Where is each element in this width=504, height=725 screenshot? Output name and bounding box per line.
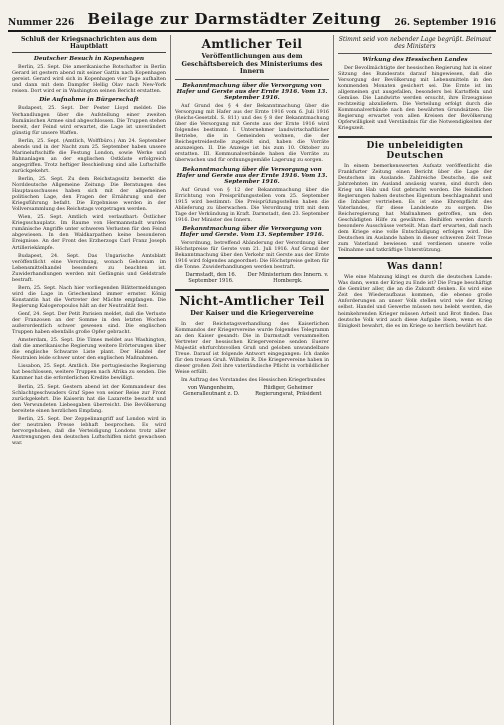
nonofficial-section-subtitle: Der Kaiser und die Kriegervereine xyxy=(190,308,314,317)
signature-right: Rüdiger, Geheimer Regierungsrat, Präsident xyxy=(255,385,322,398)
war-news-header: Schluß der Kriegsnachrichten aus dem Hauptblatt xyxy=(12,36,166,53)
divider xyxy=(338,257,492,259)
article-text: Budapest, 25. Sept. Der Pester Lloyd meldet: Die Verhandlungen über die Aufstellung einer zweiten Rumänischen Armee sind abgeschlossen. Die Truppen stehen bereit, der Feind wird erwartet, die Lage ist unverändert günstig für unsere Waffen. xyxy=(12,105,166,136)
article-text: Berlin, 25. Sept. Gestern abend ist der Kommandeur des Schlachtgeschwaders Graf Spee von seiner Reise zur Front zurückgekehrt. Die Kaiserin hat die Lazarette besucht und den Verwundeten Liebesgaben überreicht. Die Bevölkerung bereitete einen herzlichen Empfang. xyxy=(12,383,166,414)
article-text: Berlin, 25. Sept. Die amerikanische Botschafter in Berlin Gerard ist gestern abend mit seiner Gattin nach Kopenhagen gereist. Gerard wird sich in Kopenhagen vier Tage aufhalten und dann mit dem Dampfer Hellig Olav nach New-York reisen. Dort wird er in Washington seinen Bericht erstatten. xyxy=(12,64,166,95)
article-text: Verordnung, betreffend Abänderung der Verordnung über Höchstpreise für Gerste vom 21. Juli 1916. Auf Grund der Bekanntmachung über den Verkehr mit Gerste aus der Ernte 1916 wird folgendes angeordnet: Die Höchstpreise gelten für die Tonne. Zuwiderhandlungen werden bestraft. xyxy=(175,239,329,270)
article-text: Auf Grund von § 12 der Bekanntmachung über die Errichtung von Preisprüfungsstellen vom 25. September 1915 wird bestimmt: Die Preisprüfungsstellen haben die Ablieferung zu überwachen. Die Verordnung tritt mit dem Tage der Verkündung in Kraft. Darmstadt, den 23. September 1916. Der Minister des Innern. xyxy=(175,186,329,223)
official-items xyxy=(175,83,329,270)
article-heading: Deutscher Besuch in Kopenhagen xyxy=(33,56,145,63)
divider xyxy=(338,53,492,54)
column-war-news xyxy=(8,35,171,725)
war-news-items xyxy=(12,56,166,446)
divider xyxy=(175,79,329,80)
feature-section2-text: Wie eine Mahnung klingt es durch die deutschen Lande: Was dann, wenn der Krieg zu Ende ist? Die Frage beschäftigt die Gemüter aller, die an die Zukunft denken. Es wird eine Zeit des Wiederaufbaus kommen, die ebenso große Anforderungen an unser Volk stellen wird wie der Krieg selbst. Handel und Gewerbe müssen neu belebt werden, die heimkehrenden Krieger müssen Arbeit und Brot finden. Das deutsche Volk wird auch diese Aufgabe lösen, wenn es die Einigkeit bewahrt, die es im Kriege so herrlich bewährt hat. xyxy=(338,274,492,329)
article-text: Lissabon, 25. Sept. Amtlich. Die portugiesische Regierung hat beschlossen, weitere Truppen nach Afrika zu senden. Die Kammer hat die erforderlichen Kredite bewilligt. xyxy=(12,363,166,382)
signature-authority: Der Ministerium des Innern. v. Hombergk. xyxy=(247,272,329,285)
columns xyxy=(8,35,496,725)
signature-place-date: Darmstadt, den 16. September 1916. xyxy=(185,272,237,285)
article-heading: Bekanntmachung über die Versorgung von Hafer und Gerste aus der Ernte 1916. Vom 13. September 1916. xyxy=(176,166,328,185)
issue-date: 26. September 1916 xyxy=(394,18,496,28)
article-heading: Bekanntmachung über die Versorgung von Hafer und Gerste aus der Ernte 1916. Vom 13. September 1916. xyxy=(176,83,328,102)
article-text: Berlin, 25. Sept. Zu dem Reichstagssitz bemerkt die Norddeutsche Allgemeine Zeitung: Die Beratungen des Hauptausschusses haben sich mit der allgemeinen politischen Lage, den Fragen der Ernährung und der Kriegsführung befaßt. Die Ergebnisse werden in der Vollversammlung des Reichstags vorgetragen werden. xyxy=(12,176,166,213)
article-text: Berlin, 25. Sept. Der Zeppelinangriff auf London wird in der neutralen Presse lebhaft besprochen. Es wird hervorgehoben, daß die Verteidigung Londons trotz aller Anstrengungen den deutschen Luftschiffen nicht gewachsen war. xyxy=(12,415,166,446)
article-text: Genf, 24. Sept. Der Petit Parisien meldet, daß die Verluste der Franzosen an der Somme in den letzten Wochen außerordentlich schwer gewesen sind. Die englischen Truppen haben ebenfalls große Opfer gebracht. xyxy=(12,310,166,336)
article-text: Budapest, 24. Sept. Das Ungarische Amtsblatt veröffentlicht eine Verordnung, wonach Gehorsam im Lebensmittelhandel besonders zu beachten ist. Zuwiderhandlungen werden mit Gefängnis und Geldstrafe bestraft. xyxy=(12,252,166,283)
divider xyxy=(175,289,329,291)
column-features xyxy=(334,35,496,725)
article-heading: Die Aufnahme in Bürgerschaft xyxy=(39,97,139,104)
article-text: Auf Grund des § 4 der Bekanntmachung über die Versorgung mit Hafer aus der Ernte 1916 vom 6. Juli 1916 (Reichs-Gesetzbl. S. 811) und des § 8 der Bekanntmachung über die Versorgung mit Gerste aus der Ernte 1916 wird folgendes bestimmt: I. Unternehmer landwirtschaftlicher Betriebe, die in Gemeinden wohnen, die der Reichsgetreidestelle zugeteilt sind, haben die Vorräte anzuzeigen. II. Die Anzeige ist bis zum 10. Oktober zu erstatten. III. Kommunalverbände haben die Vorräte zu überwachen und für ordnungsgemäße Lagerung zu sorgen. xyxy=(175,103,329,164)
divider xyxy=(338,136,492,138)
article-text: Bern, 25. Sept. Nach hier vorliegenden Blättermeldungen wird die Lage in Griechenland immer ernster. König Konstantin hat die Vertreter der Mächte empfangen. Die Regierung Kalogeropoulos hält an der Neutralität fest. xyxy=(12,284,166,309)
feature-section2-title: Was dann! xyxy=(386,262,444,273)
nonofficial-section-title: Nicht-Amtlicher Teil xyxy=(179,293,325,308)
article-text: Wien, 25. Sept. Amtlich wird verlautbart: Östlicher Kriegsschauplatz. Im Raume von Hermannstadt wurden rumänische Angriffe unter schweren Verlusten für den Feind abgewiesen. In den Waldkarpathen keine besonderen Ereignisse. An der Front des Erzherzogs Carl Franz Joseph Artilleriekämpfe. xyxy=(12,214,166,251)
feature-lead-text: Der Bevollmächtigte der hessischen Regierung hat in einer Sitzung des Bundesrats darauf hingewiesen, daß die Versorgung der Bevölkerung mit Lebensmitteln in den kommenden Monaten gesichert sei. Die Ernte ist im allgemeinen gut ausgefallen, besonders bei Kartoffeln und Gemüse. Die Landwirte werden ersucht, ihre Erzeugnisse rechtzeitig abzuliefern. Die Verteilung erfolgt durch die Kommunalverbände nach den bewährten Grundsätzen. Die Regierung erwartet von allen Kreisen der Bevölkerung Opferwilligkeit und Verständnis für die Notwendigkeiten der Kriegszeit. xyxy=(338,65,492,132)
article-text: Amsterdam, 25. Sept. Die Times meldet aus Washington, daß die amerikanische Regierung weitere Erörterungen über die englische Schwarze Liste plant. Der Handel der Neutralen leide schwer unter den englischen Maßnahmen. xyxy=(12,337,166,362)
masthead xyxy=(8,6,496,32)
article-heading: Bekanntmachung über die Versorgung von Hafer und Gerste. Vom 13. September 1916. xyxy=(180,225,324,238)
article-text: Berlin, 25. Sept. (Amtlich, Wolffbüro.) Am 24. September abends und in der Nacht zum 25. September haben unsere Marineluftschiffe die Festung London, sowie Werke und Bahnanlagen an der englischen Ostküste erfolgreich angegriffen. Trotz heftiger Beschießung sind alle Luftschiffe zurückgekehrt. xyxy=(12,137,166,174)
official-section-title: Amtlicher Teil xyxy=(201,37,303,51)
nonofficial-closing: Im Auftrag des Vorstandes des Hessischen Kriegerbundes xyxy=(181,376,326,383)
official-section-subtitle: Veröffentlichungen aus dem Geschäftsbereich des Ministeriums des Innern xyxy=(181,52,323,76)
feature-section-text: In einem bemerkenswerten Aufsatz veröffentlicht die Frankfurter Zeitung einen Bericht über die Lage der Deutschen im Auslande. Zahlreiche Deutsche, die seit Jahrzehnten im Ausland ansässig waren, sind durch den Krieg um Hab und Gut gebracht worden. Die feindlichen Regierungen haben deutsches Eigentum beschlagnahmt und die Inhaber vertrieben. Es ist eine Ehrenpflicht des Vaterlandes, für diese Landsleute zu sorgen. Die Reichsregierung hat Maßnahmen getroffen, um den Geschädigten Hilfe zu gewähren. Beihilfen werden durch besondere Ausschüsse verteilt. Man darf erwarten, daß nach dem Kriege eine volle Entschädigung erfolgen wird. Die Deutschen im Auslande haben in dieser schweren Zeit Treue zum Vaterland bewiesen und verdienen unsere volle Teilnahme und tatkräftige Unterstützung. xyxy=(338,162,492,254)
feature-header: Stimmt seid von nebender Lage begrüßt. Beimaut des Ministers xyxy=(338,36,492,50)
nonofficial-text: In der Reichstagsverhandlung des Kaiserlichen Kommandos der Kriegervereine wurde folgendes Telegramm an den Kaiser gesandt: Die in Darmstadt versammelten Vertreter der hessischen Kriegervereine senden Euerer Majestät ehrfurchtsvollen Gruß und geloben unwandelbare Treue. Darauf ist folgende Antwort eingegangen: Ich danke für den treuen Gruß. Wilhelm R. Die Kriegervereine haben in dieser großen Zeit ihre vaterländische Pflicht in vorbildlicher Weise erfüllt. xyxy=(175,320,329,375)
feature-section-title: Die unbeleidigten Deutschen xyxy=(366,140,464,161)
nonofficial-signatures xyxy=(175,385,329,398)
feature-lead-heading: Wirkung des Hessischen Landes xyxy=(362,57,468,63)
column-official xyxy=(171,35,334,725)
issue-number: Nummer 226 xyxy=(8,18,75,28)
official-signature xyxy=(175,272,329,285)
newspaper-title: Beilage zur Darmstädter Zeitung xyxy=(87,10,382,28)
signature-left: von Wangenheim, Generalleutnant z. D. xyxy=(183,385,240,398)
